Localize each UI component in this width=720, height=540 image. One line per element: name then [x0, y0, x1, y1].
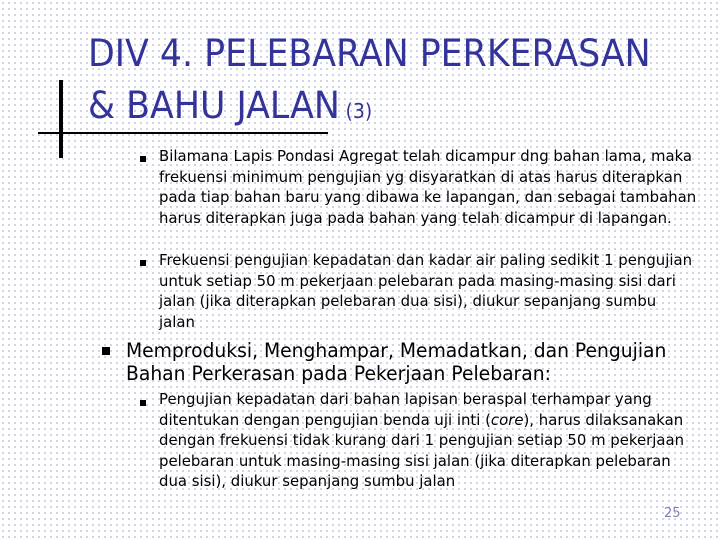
slide-title-main: DIV 4. PELEBARAN PERKERASAN & BAHU JALAN — [88, 32, 651, 127]
bullet-square-icon — [140, 156, 146, 162]
bullet-square-icon — [140, 400, 146, 406]
main-bullet-text: Memproduksi, Menghampar, Memadatkan, dan Pengujian Bahan Perkerasan pada Pekerjaan Pelebaran: — [126, 339, 667, 385]
bullet-square-icon — [140, 260, 146, 266]
slide-title-suffix: (3) — [345, 99, 373, 123]
sub-bullet-text-3-part-2: ), harus dilaksanakan dengan frekuensi tidak kurang dari 1 pengujian setiap 50 m pekerjaan pelebaran untuk masing-masing sisi jalan (jika diterapkan pelebaran dua sisi), diukur sepanjang sumbu jalan — [159, 410, 685, 490]
sub-bullet-text-3-part-1: Pengujian kepadatan dari bahan lapisan beraspal terhampar yang ditentukan dengan pengujian benda uji inti ( — [159, 390, 652, 429]
title-accent-vertical-line — [59, 80, 63, 158]
sub-bullet-text-1: Bilamana Lapis Pondasi Agregat telah dicampur dng bahan lama, maka frekuensi minimum pengujian yg disyaratkan di atas harus diterapkan pada tiap bahan baru yang dibawa ke lapangan, dan sebagai tambahan harus diterapkan juga pada bahan yang telah dicampur di lapangan. — [159, 147, 697, 227]
sub-bullet-text-3 — [159, 389, 697, 492]
sub-bullet-text-2: Frekuensi pengujian kepadatan dan kadar air paling sedikit 1 pengujian untuk setiap 50 m pekerjaan pelebaran pada masing-masing sisi dari jalan (jika diterapkan pelebaran dua sisi), diukur sepanjang sumbu jalan — [159, 251, 693, 331]
bullet-square-icon — [102, 347, 110, 355]
slide-title — [88, 28, 676, 137]
page-number: 25 — [664, 506, 681, 521]
sub-bullet-text-3-italic: core — [490, 410, 524, 429]
